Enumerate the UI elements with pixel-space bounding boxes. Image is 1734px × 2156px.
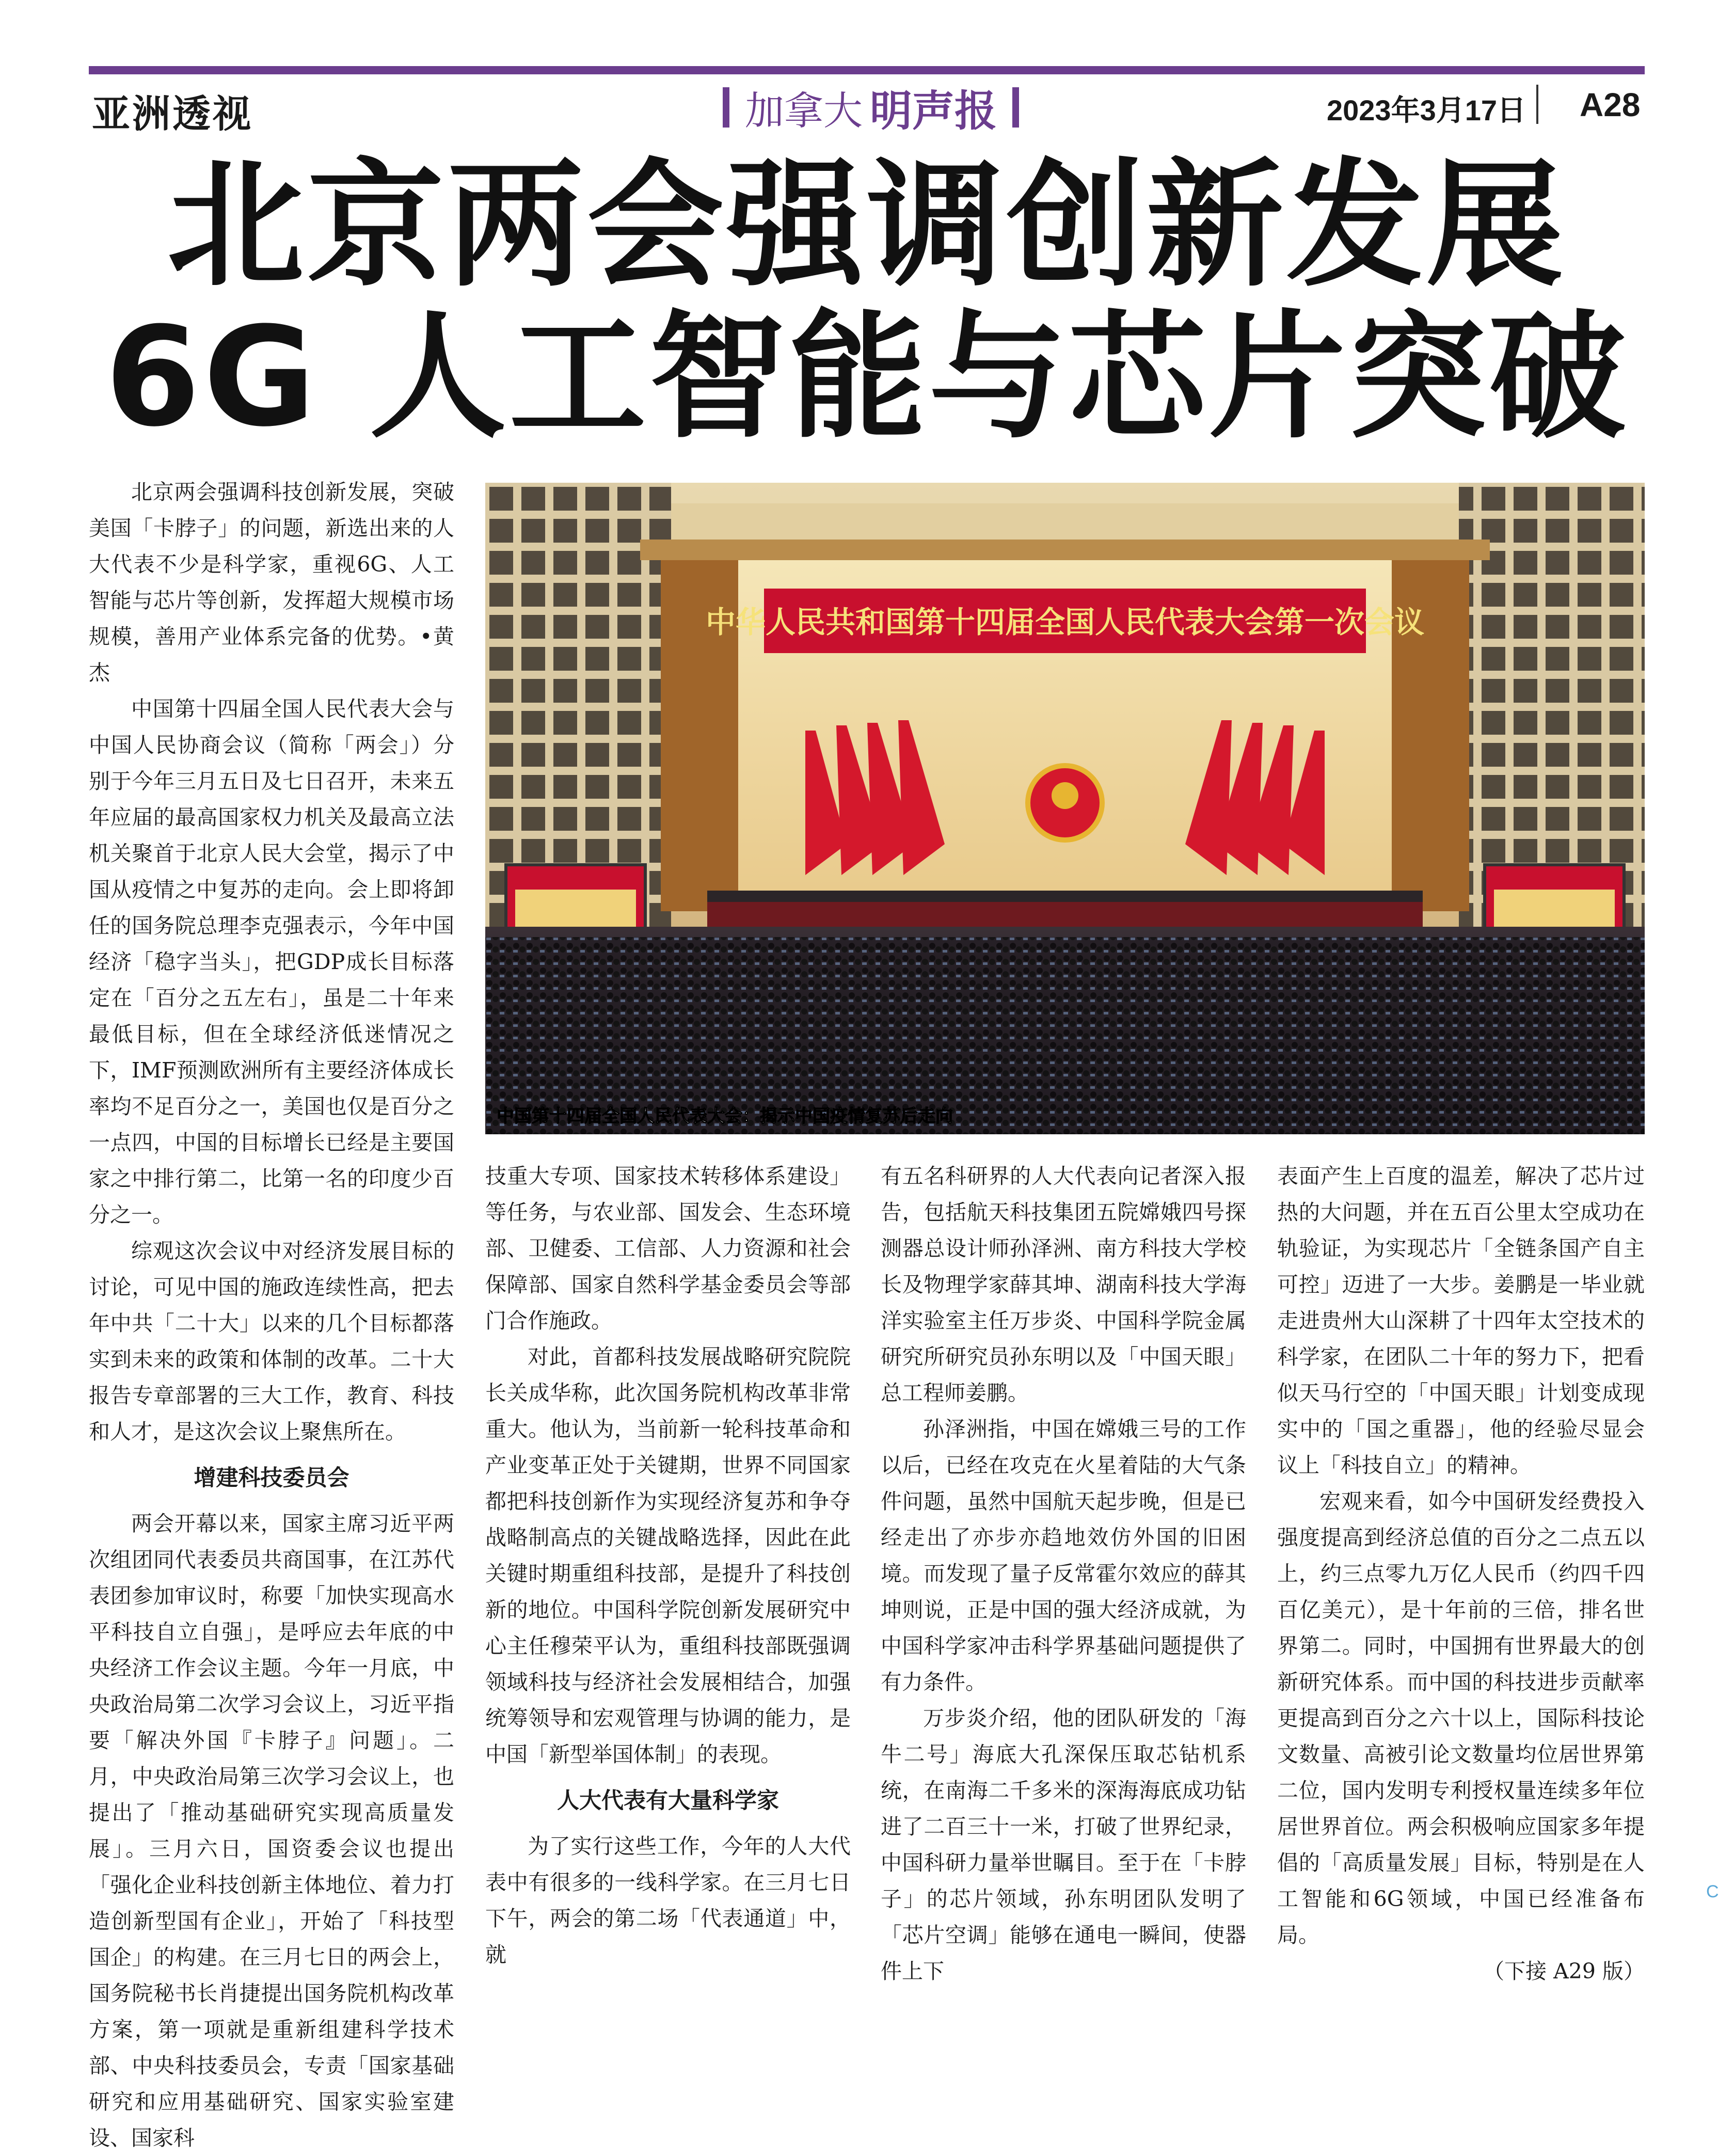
- body-paragraph: 综观这次会议中对经济发展目标的讨论，可见中国的施政连续性高，把去年中共「二十大」以来的几个目标都落实到未来的政策和体制的改革。二十大报告专章部署的三大工作，教育、科技和人才，是这次会议上聚焦所在。: [89, 1239, 454, 1444]
- body-paragraph: 对此，首都科技发展战略研究院院长关成华称，此次国务院机构改革非常重大。他认为，当前新一轮科技革命和产业变革正处于关键期，世界不同国家都把科技创新作为实现经济复苏和争夺战略制高点的关键战略选择，因此在此关键时期重组科技部，是提升了科技创新的地位。中国科学院创新发展研究中心主任穆荣平认为，重组科技部既强调领域科技与经济社会发展相结合，加强统筹领导和宏观管理与协调的能力，是中国「新型举国体制」的表现。: [485, 1344, 851, 1767]
- lead-paragraph: 北京两会强调科技创新发展，突破美国「卡脖子」的问题，新选出来的人大代表不少是科学家，重视6G、人工智能与芯片等创新，发挥超大规模市场规模，善用产业体系完备的优势。•黄杰: [89, 480, 454, 685]
- body-paragraph: 为了实行这些工作，今年的人大代表中有很多的一线科学家。在三月七日下午，两会的第二场「代表通道」中，就: [485, 1834, 851, 1967]
- great-hall-illustration: [485, 483, 1645, 1134]
- masthead-paper-name: 明声报: [870, 86, 997, 136]
- body-paragraph: 万步炎介绍，他的团队研发的「海牛二号」海底大孔深保压取芯钻机系统，在南海二千多米的深海海底成功钻进了二百三十一米，打破了世界纪录，中国科研力量举世瞩目。至于在「卡脖子」的芯片领域，孙东明团队发明了「芯片空调」能够在通电一瞬间，使器件上下: [881, 1706, 1246, 1984]
- masthead-country: 加拿大: [745, 87, 863, 134]
- continued-note: （下接 A29 版）: [1483, 1959, 1645, 1984]
- masthead-rule: [89, 66, 1645, 74]
- article-column-2: [485, 1158, 851, 1973]
- article-column-1: [89, 474, 454, 2156]
- body-paragraph: 孙泽洲指，中国在嫦娥三号的工作以后，已经在攻克在火星着陆的大气条件问题，虽然中国航天起步晚，但是已经走出了亦步亦趋地效仿外国的旧困境。而发现了量子反常霍尔效应的薛其坤则说，正是中国的强大经济成就，为中国科学家冲击科学界基础问题提供了有力条件。: [881, 1417, 1246, 1694]
- headline-line-2: 6G 人工智能与芯片突破: [105, 298, 1629, 457]
- masthead-bar-right: [1012, 87, 1019, 128]
- masthead-bar-left: [723, 87, 729, 128]
- issue-date: 2023年3月17日: [1327, 94, 1526, 126]
- body-paragraph: 技重大专项、国家技术转移体系建设」等任务，与农业部、国发会、生态环境部、卫健委、工信部、人力资源和社会保障部、国家自然科学基金委员会等部门合作施政。: [485, 1164, 851, 1333]
- photo-banner-text: 中华人民共和国第十四届全国人民代表大会第一次会议: [705, 605, 1425, 640]
- body-paragraph: 两会开幕以来，国家主席习近平两次组团同代表委员共商国事，在江苏代表团参加审议时，称要「加快实现高水平科技自立自强」，是呼应去年底的中央经济工作会议主题。今年一月底，中央政治局第二次学习会议上，习近平指要「解决外国『卡脖子』问题」。二月，中央政治局第三次学习会议上，也提出了「推动基础研究实现高质量发展」。三月六日，国资委会议也提出「强化企业科技创新主体地位、着力打造创新型国有企业」，开始了「科技型国企」的构建。在三月七日的两会上，国务院秘书长肖捷提出国务院机构改革方案，第一项就是重新组建科学技术部、中央科技委员会，专责「国家基础研究和应用基础研究、国家实验室建设、国家科: [89, 1511, 454, 2150]
- section-label: 亚洲透视: [92, 92, 253, 136]
- photo-caption: 中国第十四届全国人民代表大会：揭示中国疫情复苏后走向: [497, 1106, 953, 1127]
- article-column-3: [881, 1158, 1246, 1989]
- subheading: 人大代表有大量科学家: [557, 1788, 779, 1814]
- page-number: A28: [1580, 86, 1641, 123]
- body-paragraph: 有五名科研界的人大代表向记者深入报告，包括航天科技集团五院嫦娥四号探测器总设计师孙泽洲、南方科技大学校长及物理学家薛其坤、湖南科技大学海洋实验室主任万步炎、中国科学院金属研究所研究员孙东明以及「中国天眼」总工程师姜鹏。: [881, 1164, 1246, 1405]
- subheading: 增建科技委员会: [194, 1465, 349, 1491]
- congress-photo: [485, 483, 1645, 1134]
- body-paragraph: 表面产生上百度的温差，解决了芯片过热的大问题，并在五百公里太空成功在轨验证，为实现芯片「全链条国产自主可控」迈进了一大步。姜鹏是一毕业就走进贵州大山深耕了十四年太空技术的科学家，在团队二十年的努力下，把看似天马行空的「中国天眼」计划变成现实中的「国之重器」，他的经验尽显会议上「科技自立」的精神。: [1277, 1164, 1645, 1478]
- article-column-4: [1277, 1158, 1645, 1989]
- body-paragraph: 宏观来看，如今中国研发经费投入强度提高到经济总值的百分之二点五以上，约三点零九万亿人民币（约四千四百亿美元），是十年前的三倍，排名世界第二。同时，中国拥有世界最大的创新研究体系。而中国的科技进步贡献率更提高到百分之六十以上，国际科技论文数量、高被引论文数量均位居世界第二位，国内发明专利授权量连续多年位居世界首位。两会积极响应国家多年提倡的「高质量发展」目标，特别是在人工智能和6G领域，中国已经准备布局。: [1277, 1489, 1645, 1947]
- masthead: [707, 82, 1035, 136]
- corner-mark: C: [1706, 1882, 1719, 1901]
- body-paragraph: 中国第十四届全国人民代表大会与中国人民协商会议（简称「两会」）分别于今年三月五日及七日召开，未来五年应届的最高国家权力机关及最高立法机关聚首于北京人民大会堂，揭示了中国从疫情之中复苏的走向。会上即将卸任的国务院总理李克强表示，今年中国经济「稳字当头」，把GDP成长目标落定在「百分之五左右」，虽是二十年来最低目标，但在全球经济低迷情况之下，IMF预测欧洲所有主要经济体成长率均不足百分之一，美国也仅是百分之一点四，中国的目标增长已经是主要国家之中排行第二，比第一名的印度少百分之一。: [89, 696, 454, 1227]
- header-divider: [1536, 85, 1538, 124]
- headline-line-1: 北京两会强调创新发展: [167, 146, 1566, 305]
